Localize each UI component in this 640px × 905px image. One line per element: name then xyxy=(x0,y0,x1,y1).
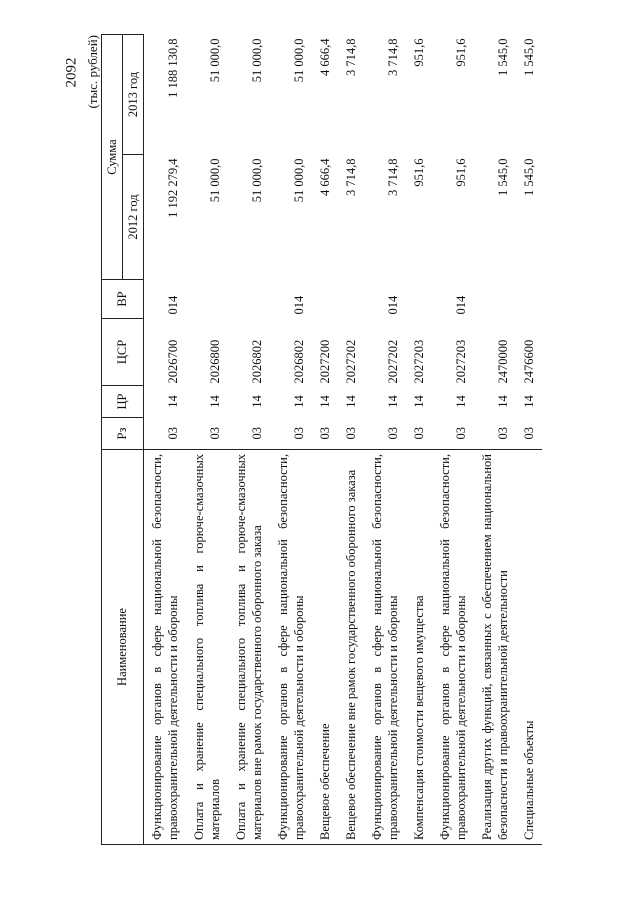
row-sum-2013: 1 545,0 xyxy=(522,38,536,76)
row-sum-2012: 4 666,4 xyxy=(318,158,332,196)
row-vr xyxy=(186,280,228,319)
row-sum-2012: 951,6 xyxy=(412,158,426,187)
row-vr xyxy=(228,280,270,319)
row-name: Функционирование органов в сфере национальной безопасности, правоохранительной деятельности и обороны xyxy=(432,450,474,845)
row-sum-2012: 51 000,0 xyxy=(250,158,264,203)
row-sum-2013: 1 188 130,8 xyxy=(166,38,180,98)
row-csr: 2027200 xyxy=(318,339,332,384)
row-pr: 14 xyxy=(454,395,468,408)
row-pr: 14 xyxy=(292,395,306,408)
row-csr: 2476600 xyxy=(522,339,536,384)
row-sum-2013: 51 000,0 xyxy=(250,38,264,83)
header-csr: ЦСР xyxy=(102,319,144,386)
row-csr: 2026800 xyxy=(208,339,222,384)
table-row xyxy=(516,35,542,845)
row-pr: 14 xyxy=(166,395,180,408)
header-name: Наименование xyxy=(102,450,144,845)
units-label: (тыс. рублей) xyxy=(85,35,100,109)
header-sum: Сумма xyxy=(102,35,123,280)
row-name: Вещевое обеспечение вне рамок государственного оборонного заказа xyxy=(338,450,364,845)
row-sum-2013: 51 000,0 xyxy=(208,38,222,83)
row-csr: 2027202 xyxy=(344,339,358,384)
table-row xyxy=(432,35,474,845)
table-row xyxy=(144,35,187,845)
row-csr: 2026802 xyxy=(250,339,264,384)
row-vr xyxy=(312,280,338,319)
row-vr: 014 xyxy=(454,295,468,315)
row-vr xyxy=(338,280,364,319)
row-csr: 2470000 xyxy=(496,339,510,384)
row-rz: 03 xyxy=(318,427,332,440)
row-name: Вещевое обеспечение xyxy=(312,450,338,845)
row-csr: 2026700 xyxy=(166,339,180,384)
row-pr: 14 xyxy=(496,395,510,408)
table-row xyxy=(338,35,364,845)
row-sum-2013: 51 000,0 xyxy=(292,38,306,83)
row-pr: 14 xyxy=(250,395,264,408)
row-vr xyxy=(474,280,516,319)
row-csr: 2027203 xyxy=(412,339,426,384)
row-sum-2013: 3 714,8 xyxy=(344,38,358,76)
header-pr: ЦР xyxy=(102,386,144,418)
row-pr: 14 xyxy=(208,395,222,408)
row-pr: 14 xyxy=(318,395,332,408)
row-sum-2012: 51 000,0 xyxy=(208,158,222,203)
rotated-table-area xyxy=(85,35,565,845)
header-year-2013: 2013 год xyxy=(123,35,144,155)
row-sum-2012: 1 545,0 xyxy=(522,158,536,196)
table-row xyxy=(186,35,228,845)
table-row xyxy=(364,35,406,845)
row-vr: 014 xyxy=(292,295,306,315)
row-pr: 14 xyxy=(412,395,426,408)
row-rz: 03 xyxy=(412,427,426,440)
table-row xyxy=(228,35,270,845)
row-vr: 014 xyxy=(386,295,400,315)
header-rz: Рз xyxy=(102,418,144,450)
row-sum-2013: 1 545,0 xyxy=(496,38,510,76)
table-row xyxy=(474,35,516,845)
row-sum-2012: 51 000,0 xyxy=(292,158,306,203)
row-vr xyxy=(406,280,432,319)
row-csr: 2027203 xyxy=(454,339,468,384)
table-header xyxy=(102,35,144,845)
row-sum-2012: 3 714,8 xyxy=(386,158,400,196)
row-pr: 14 xyxy=(386,395,400,408)
row-sum-2013: 951,6 xyxy=(454,38,468,67)
row-rz: 03 xyxy=(250,427,264,440)
row-sum-2012: 3 714,8 xyxy=(344,158,358,196)
table-row xyxy=(406,35,432,845)
table-row xyxy=(312,35,338,845)
row-name: Специальные объекты xyxy=(516,450,542,845)
row-sum-2013: 4 666,4 xyxy=(318,38,332,76)
row-name: Реализация других функций, связанных с обеспечением национальной безопасности и правоохранительной деятельности xyxy=(474,450,516,845)
row-csr: 2026802 xyxy=(292,339,306,384)
table-body xyxy=(144,35,543,845)
row-sum-2012: 1 192 279,4 xyxy=(166,158,180,218)
row-pr: 14 xyxy=(344,395,358,408)
row-name: Функционирование органов в сфере национальной безопасности, правоохранительной деятельности и обороны xyxy=(364,450,406,845)
budget-table xyxy=(101,34,542,845)
row-vr xyxy=(516,280,542,319)
row-csr: 2027202 xyxy=(386,339,400,384)
row-pr: 14 xyxy=(522,395,536,408)
row-rz: 03 xyxy=(344,427,358,440)
row-name: Функционирование органов в сфере национальной безопасности, правоохранительной деятельности и обороны xyxy=(270,450,312,845)
row-rz: 03 xyxy=(496,427,510,440)
row-vr: 014 xyxy=(166,295,180,315)
row-rz: 03 xyxy=(454,427,468,440)
row-sum-2012: 1 545,0 xyxy=(496,158,510,196)
row-name: Функционирование органов в сфере национальной безопасности, правоохранительной деятельности и обороны xyxy=(144,450,187,845)
table-row xyxy=(270,35,312,845)
row-rz: 03 xyxy=(522,427,536,440)
row-rz: 03 xyxy=(386,427,400,440)
row-rz: 03 xyxy=(166,427,180,440)
header-vr: ВР xyxy=(102,280,144,319)
row-sum-2013: 3 714,8 xyxy=(386,38,400,76)
row-name: Компенсация стоимости вещевого имущества xyxy=(406,450,432,845)
row-rz: 03 xyxy=(292,427,306,440)
row-name: Оплата и хранение специального топлива и горюче-смазочных материалов xyxy=(186,450,228,845)
header-year-2012: 2012 год xyxy=(123,155,144,280)
row-sum-2013: 951,6 xyxy=(412,38,426,67)
row-name: Оплата и хранение специального топлива и горюче-смазочных материалов вне рамок государственного оборонного заказа xyxy=(228,450,270,845)
row-rz: 03 xyxy=(208,427,222,440)
page-number: 2092 xyxy=(63,57,80,87)
row-sum-2012: 951,6 xyxy=(454,158,468,187)
